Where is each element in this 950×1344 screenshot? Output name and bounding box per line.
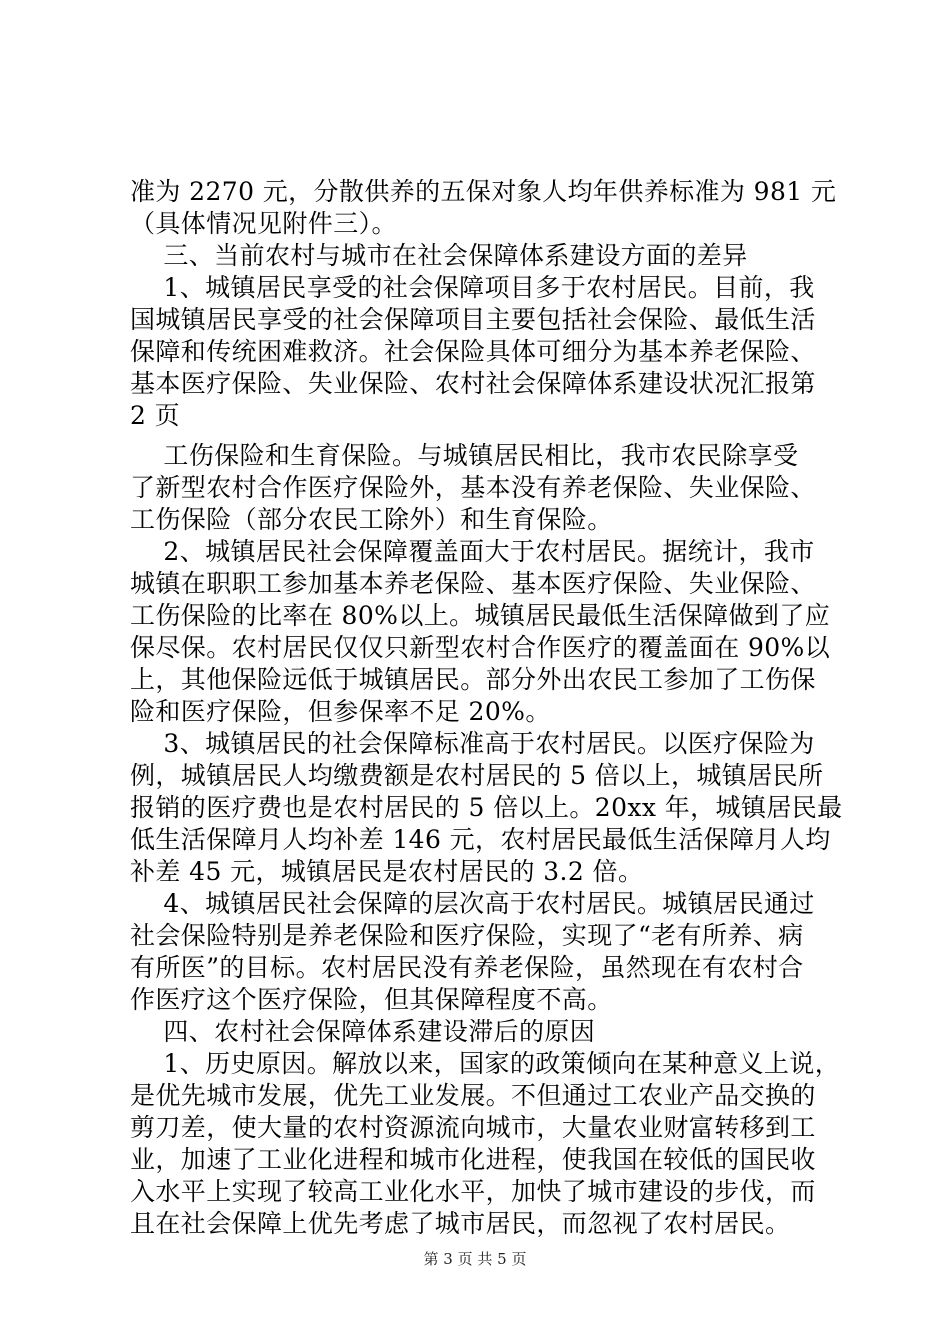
section-heading: 四、农村社会保障体系建设滞后的原因 — [130, 1017, 596, 1046]
text-line: 且在社会保障上优先考虑了城市居民，而忽视了农村居民。 — [130, 1209, 791, 1238]
text-line: 了新型农村合作医疗保险外，基本没有养老保险、失业保险、 — [130, 473, 816, 502]
text-line: 业，加速了工业化进程和城市化进程，使我国在较低的国民收 — [130, 1145, 816, 1174]
text-line: 1、历史原因。解放以来，国家的政策倾向在某种意义上说， — [130, 1049, 841, 1078]
text-line: 险和医疗保险，但参保率不足 20%。 — [130, 697, 551, 726]
text-line: 工伤保险（部分农民工除外）和生育保险。 — [130, 505, 613, 534]
text-line: 3、城镇居民的社会保障标准高于农村居民。以医疗保险为 — [130, 729, 815, 758]
text-line: 4、城镇居民社会保障的层次高于农村居民。城镇居民通过 — [130, 889, 815, 918]
text-line: 国城镇居民享受的社会保障项目主要包括社会保险、最低生活 — [130, 305, 816, 334]
text-line: 基本医疗保险、失业保险、农村社会保障体系建设状况汇报第 — [130, 369, 816, 398]
text-line: （具体情况见附件三）。 — [130, 209, 397, 238]
text-line: 准为 2270 元，分散供养的五保对象人均年供养标准为 981 元 — [130, 177, 837, 206]
text-line: 是优先城市发展，优先工业发展。不但通过工农业产品交换的 — [130, 1081, 816, 1110]
section-heading: 三、当前农村与城市在社会保障体系建设方面的差异 — [130, 241, 748, 270]
page-footer: 第 3 页 共 5 页 — [423, 1250, 527, 1268]
text-line: 保障和传统困难救济。社会保险具体可细分为基本养老保险、 — [130, 337, 816, 366]
text-line: 剪刀差，使大量的农村资源流向城市，大量农业财富转移到工 — [130, 1113, 816, 1142]
text-line: 工伤保险和生育保险。与城镇居民相比，我市农民除享受 — [130, 441, 799, 470]
text-line: 2 页 — [130, 401, 181, 430]
text-line: 有所医”的目标。农村居民没有养老保险，虽然现在有农村合 — [130, 953, 804, 982]
text-line: 保尽保。农村居民仅仅只新型农村合作医疗的覆盖面在 90%以 — [130, 633, 831, 662]
text-line: 1、城镇居民享受的社会保障项目多于农村居民。目前，我 — [130, 273, 815, 302]
text-line: 社会保险特别是养老保险和医疗保险，实现了“老有所养、病 — [130, 921, 804, 950]
text-line: 工伤保险的比率在 80%以上。城镇居民最低生活保障做到了应 — [130, 601, 831, 630]
text-line: 例，城镇居民人均缴费额是农村居民的 5 倍以上，城镇居民所 — [130, 761, 824, 790]
text-line: 2、城镇居民社会保障覆盖面大于农村居民。据统计，我市 — [130, 537, 815, 566]
text-line: 城镇在职职工参加基本养老保险、基本医疗保险、失业保险、 — [130, 569, 816, 598]
text-line: 低生活保障月人均补差 146 元，农村居民最低生活保障月人均 — [130, 825, 831, 854]
text-line: 作医疗这个医疗保险，但其保障程度不高。 — [130, 985, 613, 1014]
text-line: 补差 45 元，城镇居民是农村居民的 3.2 倍。 — [130, 857, 644, 886]
text-line: 报销的医疗费也是农村居民的 5 倍以上。20xx 年，城镇居民最 — [130, 793, 843, 822]
text-line: 上，其他保险远低于城镇居民。部分外出农民工参加了工伤保 — [130, 665, 816, 694]
text-line: 入水平上实现了较高工业化水平，加快了城市建设的步伐，而 — [130, 1177, 816, 1206]
